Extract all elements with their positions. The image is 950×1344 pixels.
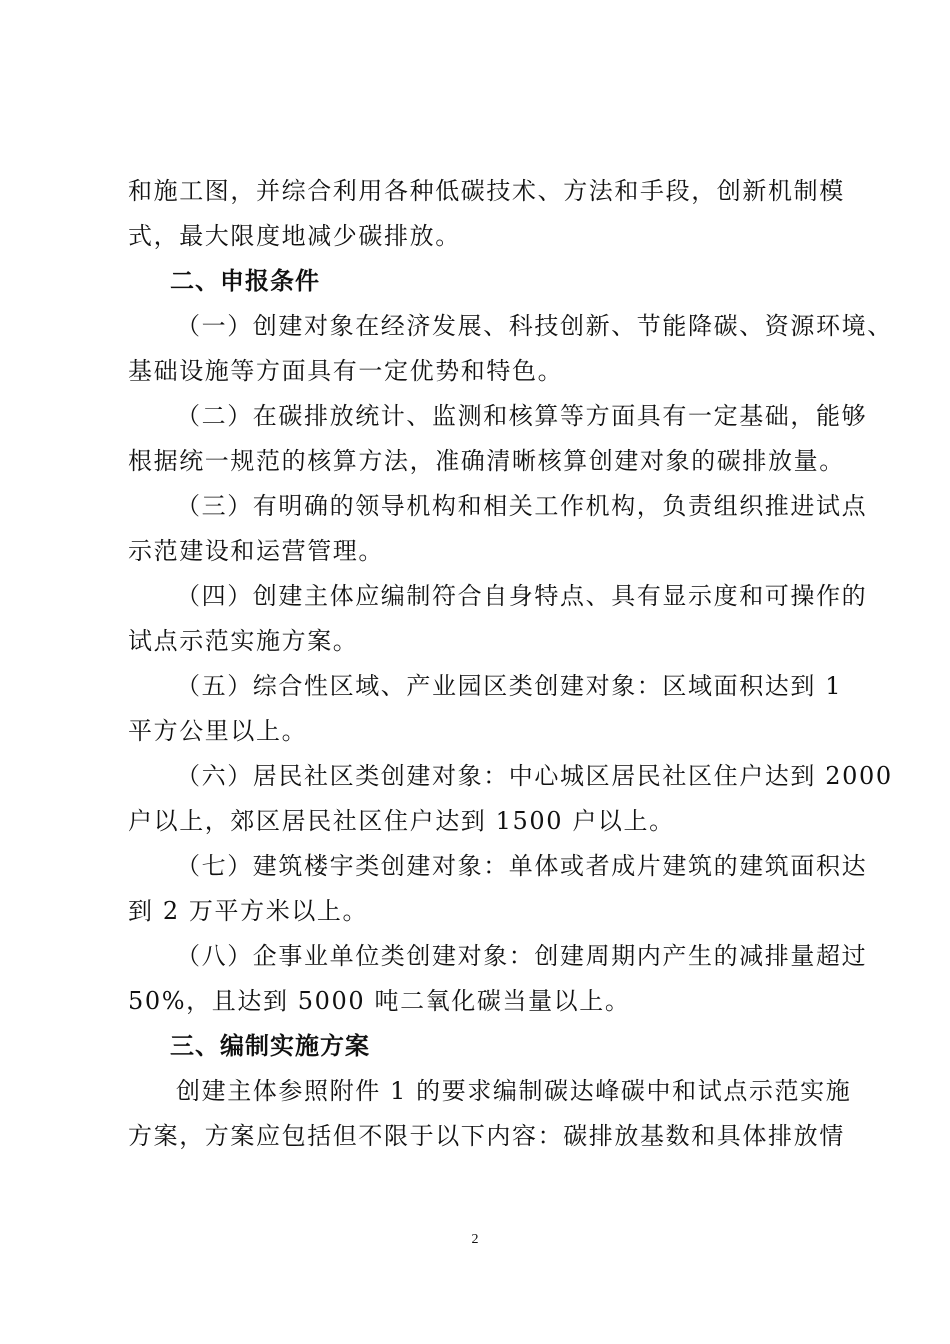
section-heading: 三、编制实施方案 [170,1032,370,1060]
paragraph-line: 50%，且达到 5000 吨二氧化碳当量以上。 [128,987,631,1015]
paragraph-line: 平方公里以上。 [128,717,308,745]
paragraph-line: （八）企事业单位类创建对象：创建周期内产生的减排量超过 [176,942,868,970]
paragraph-line: 试点示范实施方案。 [128,627,359,655]
paragraph-line: （一）创建对象在经济发展、科技创新、节能降碳、资源环境、 [176,312,893,340]
paragraph-line: （二）在碳排放统计、监测和核算等方面具有一定基础，能够 [176,402,868,430]
paragraph-line: 到 2 万平方米以上。 [128,897,369,925]
paragraph-line: 示范建设和运营管理。 [128,537,384,565]
page-number: 2 [471,1232,479,1247]
paragraph-line: 创建主体参照附件 1 的要求编制碳达峰碳中和试点示范实施 [176,1077,852,1105]
paragraph-line: 基础设施等方面具有一定优势和特色。 [128,357,564,385]
paragraph-line: （六）居民社区类创建对象：中心城区居民社区住户达到 2000 [176,762,893,790]
section-heading: 二、申报条件 [170,267,320,295]
paragraph-line: 根据统一规范的核算方法，准确清晰核算创建对象的碳排放量。 [128,447,845,475]
paragraph-line: 和施工图，并综合利用各种低碳技术、方法和手段，创新机制模 [128,177,845,205]
paragraph-line: 户以上，郊区居民社区住户达到 1500 户以上。 [128,807,675,835]
paragraph-line: （四）创建主体应编制符合自身特点、具有显示度和可操作的 [176,582,868,610]
paragraph-line: （三）有明确的领导机构和相关工作机构，负责组织推进试点 [176,492,868,520]
paragraph-line: 式，最大限度地减少碳排放。 [128,222,461,250]
paragraph-line: （七）建筑楼宇类创建对象：单体或者成片建筑的建筑面积达 [176,852,868,880]
paragraph-line: 方案，方案应包括但不限于以下内容：碳排放基数和具体排放情 [128,1122,845,1150]
paragraph-line: （五）综合性区域、产业园区类创建对象：区域面积达到 1 [176,672,843,700]
